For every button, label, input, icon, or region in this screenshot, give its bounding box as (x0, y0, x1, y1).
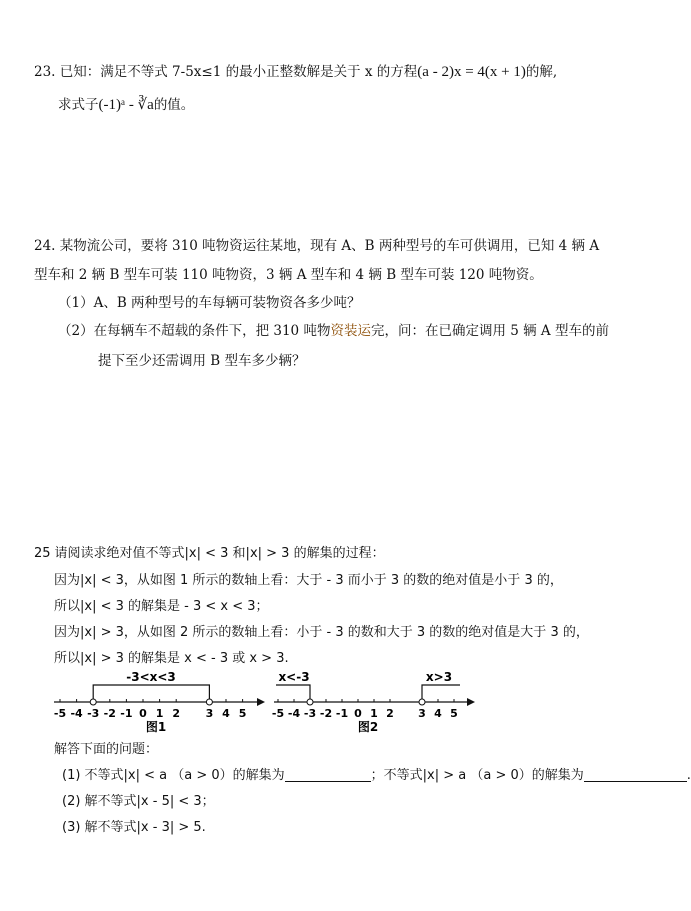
axis-arrow (467, 698, 475, 706)
figure-2-caption: 图2 (357, 720, 379, 734)
tick-label: 5 (450, 707, 458, 720)
q23-prefix: 23. 已知：满足不等式 7-5x≤1 的最小正整数解是关于 x 的方程 (34, 64, 418, 80)
q23-line1 (34, 63, 557, 81)
open-endpoint-3 (206, 699, 212, 705)
tick-label: 5 (238, 707, 247, 720)
q25-p1 (62, 767, 691, 785)
q23-suffix: 的解, (525, 64, 558, 80)
tick-label: 4 (434, 707, 442, 720)
tick-label: 2 (172, 707, 181, 720)
q23-line2-prefix: 求式子 (58, 97, 99, 113)
left-ray-label: x<-3 (278, 670, 310, 684)
tick-label: 2 (386, 707, 394, 720)
q25-p3: (3) 解不等式|x - 3| > 5. (62, 820, 206, 835)
tick-labels (54, 707, 247, 720)
tick-labels (272, 707, 458, 720)
open-endpoint-neg3 (307, 699, 313, 705)
right-ray-label: x>3 (425, 670, 453, 684)
tick-label: -3 (87, 707, 100, 720)
answer-blank-2[interactable] (584, 767, 687, 782)
q23-equation: (a - 2)x = 4(x + 1) (417, 64, 526, 80)
bracket-label: -3<x<3 (126, 670, 176, 684)
tick-label: 3 (418, 707, 426, 720)
tick-label: -5 (53, 707, 67, 720)
tick-label: -1 (335, 707, 349, 720)
q24-part2-before: （2）在每辆车不超载的条件下，把 310 吨物 (58, 323, 331, 339)
open-endpoint-3 (419, 699, 425, 705)
number-line-figure-1 (52, 670, 267, 736)
q25-l3: 因为|x| > 3，从如图 2 所示的数轴上看：小于 - 3 的数和大于 3 的数的绝对值是大于 3 的， (54, 625, 589, 640)
q25-l1: 因为|x| < 3，从如图 1 所示的数轴上看：大于 - 3 而小于 3 的数的绝对值是小于 3 的， (54, 573, 563, 588)
q24-part2 (58, 322, 609, 340)
tick-label: -5 (271, 707, 285, 720)
q25-p1-text-b: ；不等式|x| > a （a > 0）的解集为 (370, 768, 584, 783)
interval-bracket (93, 685, 209, 699)
q24-line1: 24. 某物流公司，要将 310 吨物资运往某地，现有 A、B 两种型号的车可供调用，已知 4 辆 A (34, 238, 600, 254)
q24-part2-highlight: 资装运 (330, 323, 371, 339)
tick-label: -2 (103, 707, 116, 720)
tick-label: -2 (319, 707, 333, 720)
number-line-figure-2 (272, 670, 477, 736)
tick-label: 0 (354, 707, 362, 720)
q24-part2-cont: 提下至少还需调用 B 型车多少辆？ (98, 353, 306, 369)
open-endpoint-neg3 (90, 699, 96, 705)
q24-line2: 型车和 2 辆 B 型车可装 110 吨物资，3 辆 A 型车和 4 辆 B 型车可装 120 吨物资。 (34, 267, 543, 283)
tick-label: -4 (70, 707, 83, 720)
q23-line2 (58, 96, 194, 114)
q25-l2: 所以|x| < 3 的解集是 - 3 < x < 3； (54, 599, 269, 614)
right-ray-bracket (422, 685, 460, 699)
q23-expression: (-1)ᵃ - ∛a (98, 97, 154, 113)
q24-part2-after: 完，问：在已确定调用 5 辆 A 型车的前 (370, 323, 609, 339)
q23-line2-suffix: 的值。 (153, 97, 195, 113)
q25-p1-text-c: . (686, 768, 691, 783)
answer-blank-1[interactable] (285, 767, 371, 782)
tick-label: -4 (287, 707, 301, 720)
q25-p1-text-a: (1) 不等式|x| < a （a > 0）的解集为 (62, 768, 285, 783)
left-ray-bracket (276, 685, 310, 699)
q25-intro: 请阅读求绝对值不等式|x| < 3 和|x| > 3 的解集的过程： (54, 546, 385, 561)
q24-part1: （1）A、B 两种型号的车每辆可装物资各多少吨？ (58, 295, 361, 311)
q25-intro-line (34, 545, 385, 563)
q25-l4: 所以|x| > 3 的解集是 x < - 3 或 x > 3. (54, 651, 289, 666)
tick-label: -1 (120, 707, 133, 720)
tick-label: 1 (370, 707, 378, 720)
q25-number: 25 (34, 546, 51, 561)
tick-label: 3 (205, 707, 214, 720)
q25-p2: (2) 解不等式|x - 5| < 3； (62, 794, 215, 809)
tick-label: 0 (139, 707, 147, 720)
tick-label: 1 (155, 707, 164, 720)
figure-1-caption: 图1 (145, 720, 167, 734)
q25-answer-intro: 解答下面的问题： (54, 742, 159, 757)
tick-label: -3 (303, 707, 317, 720)
axis-arrow (257, 698, 265, 706)
tick-label: 4 (222, 707, 230, 720)
